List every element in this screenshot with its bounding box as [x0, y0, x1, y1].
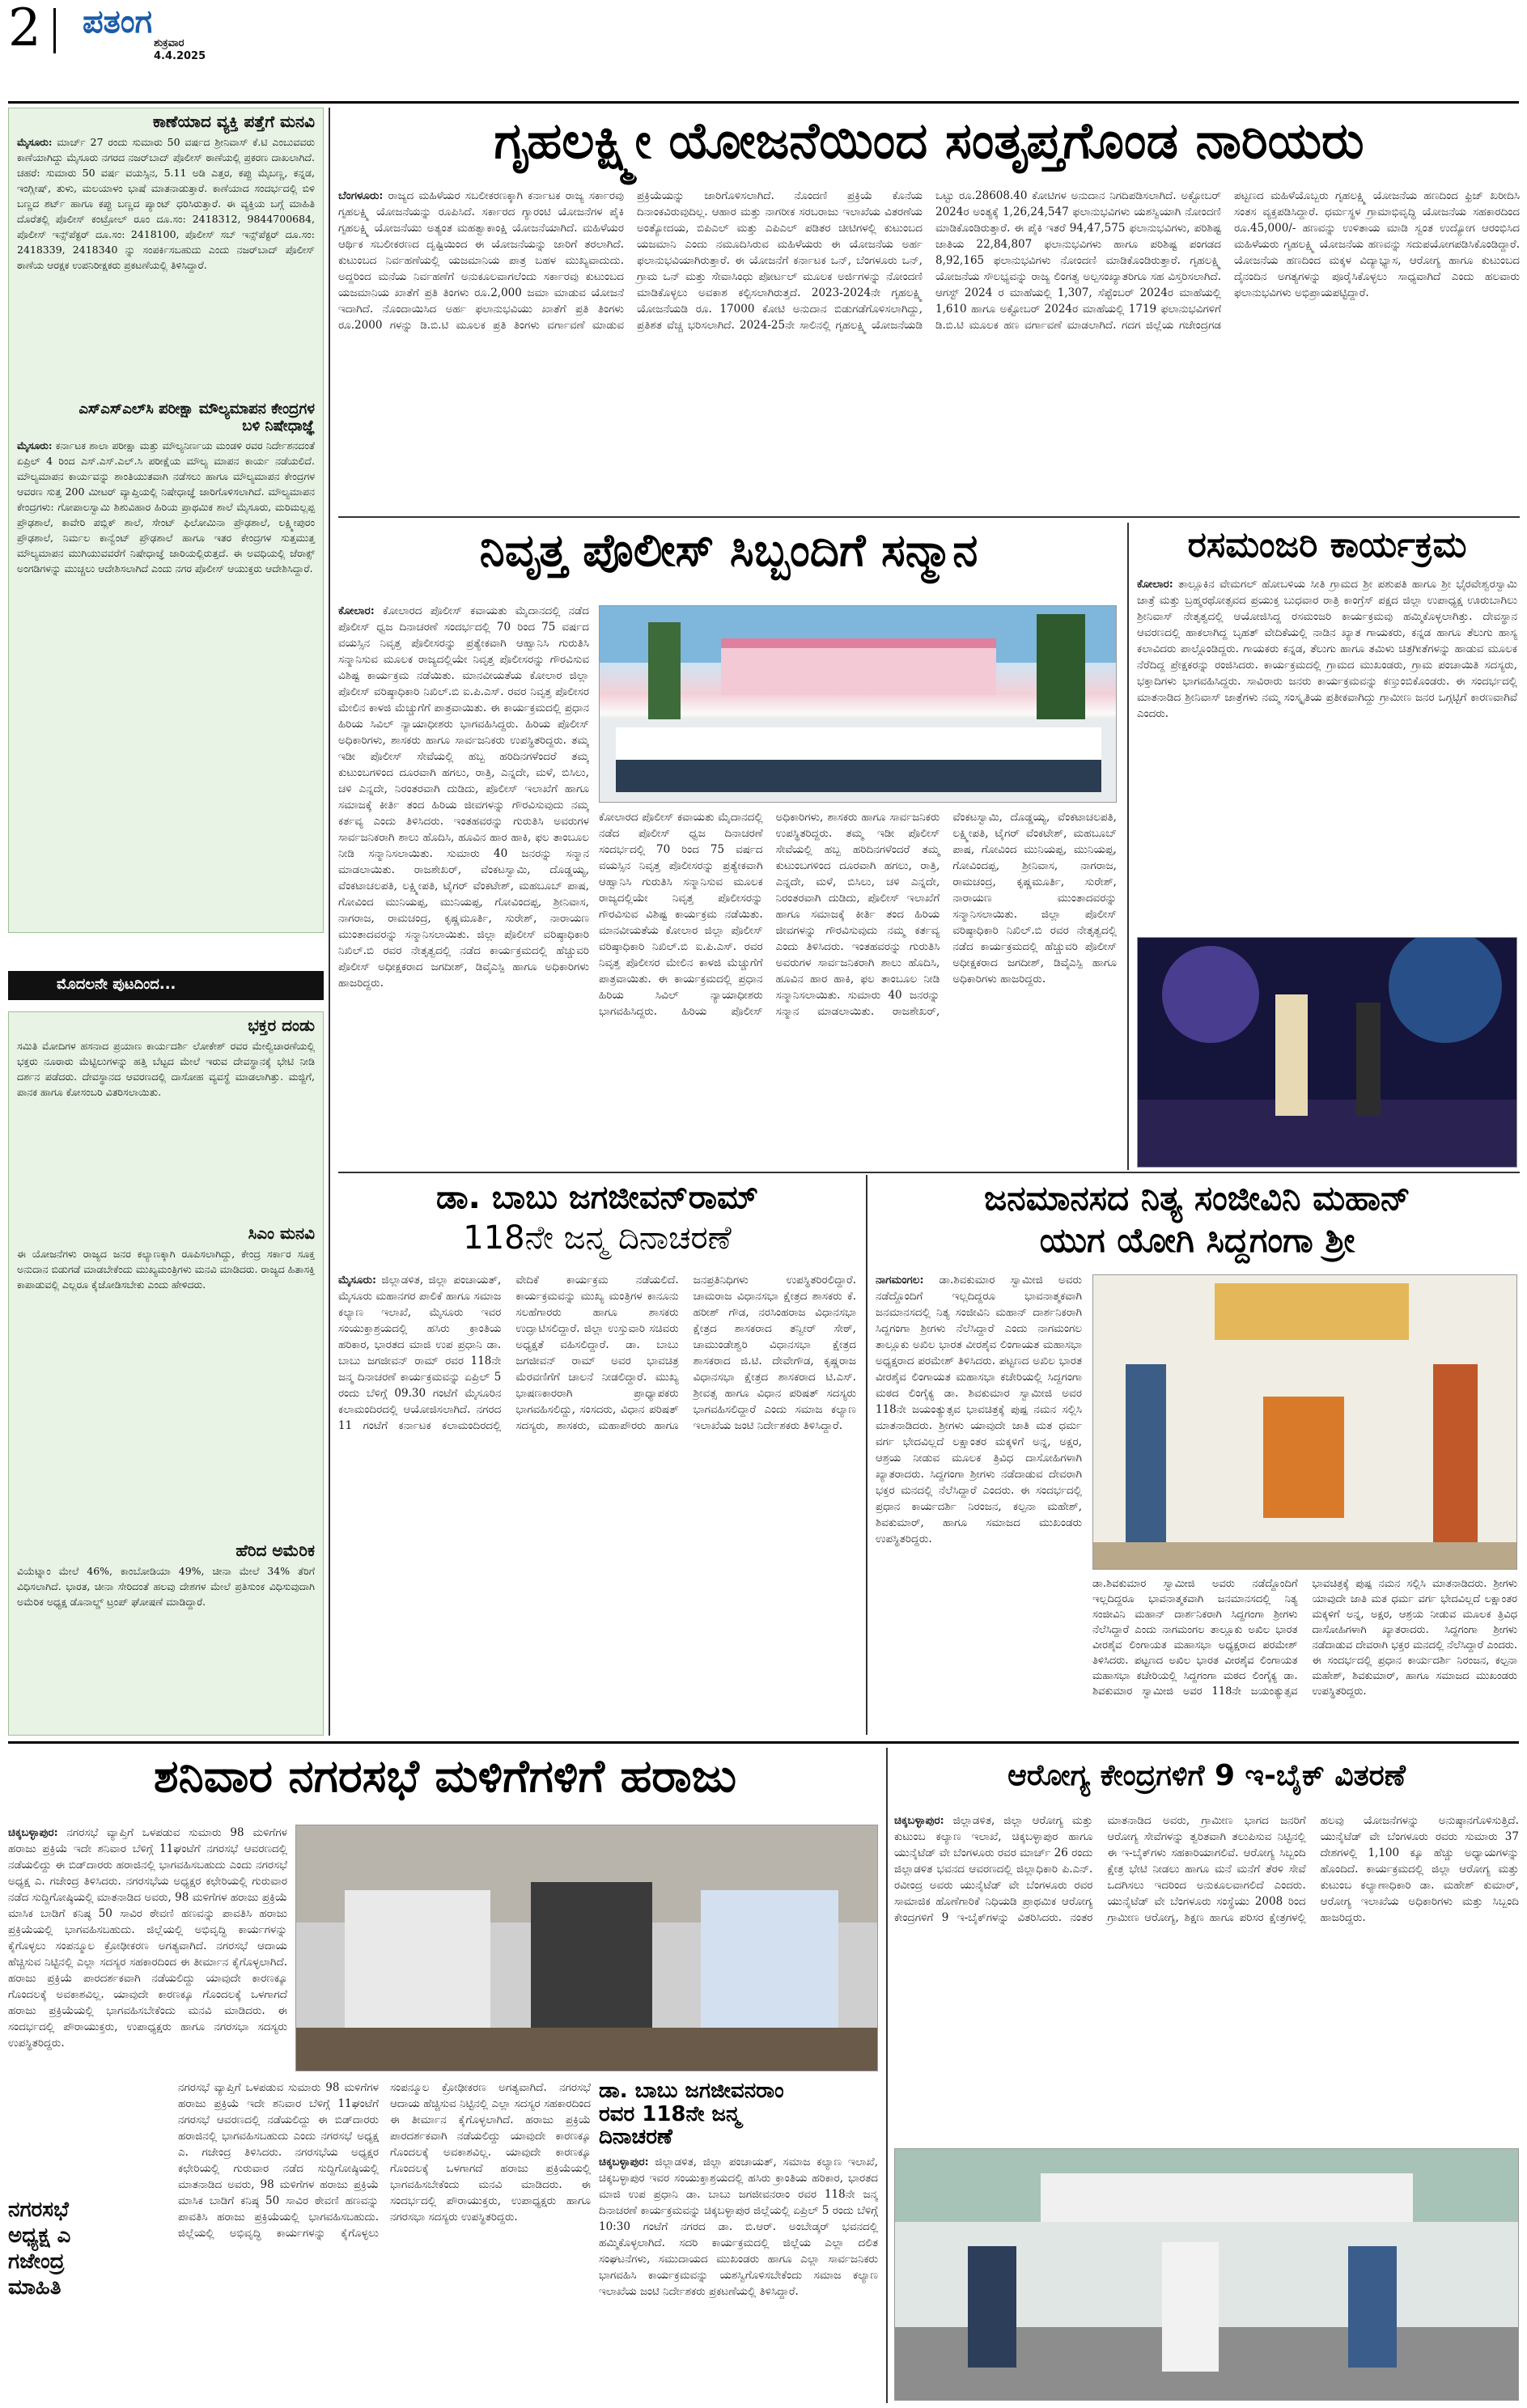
siddaganga-caption — [1092, 1576, 1517, 1733]
box-line-3: ಗಜೇಂದ್ರ — [8, 2249, 65, 2274]
sidebar-story-sslc — [9, 438, 323, 891]
story-text: ಕರ್ನಾಟಕ ಶಾಲಾ ಪರೀಕ್ಷಾ ಮತ್ತು ಮೌಲ್ಯನಿರ್ಣಯ ಮಂಡಳಿ ರವರ ನಿರ್ದೇಶನದಂತೆ ಏಪ್ರಿಲ್ 4 ರಿಂದ ಎಸ್.ಎಸ್.ಎಲ್.ಸಿ ಪರೀಕ್ಷೆಯ ಮೌಲ್ಯ ಮಾಪನ ಕಾರ್ಯ ನಡೆಯಲಿದೆ. ಮೌಲ್ಯಮಾಪನ ಕಾರ್ಯವನ್ನು ಶಾಂತಿಯುತವಾಗಿ ನಡೆಸಲು ಹಾಗೂ ಮೌಲ್ಯಮಾಪನ ಕೇಂದ್ರಗಳ ಆವರಣ ಸುತ್ತ 200 ಮೀಟರ್ ವ್ಯಾಪ್ತಿಯಲ್ಲಿ ನಿಷೇಧಾಜ್ಞೆ ಜಾರಿಗೊಳಿಸಲಾಗಿದೆ. ಮೌಲ್ಯಮಾಪನ ಕೇಂದ್ರಗಳು: ಗೋಪಾಲಸ್ವಾಮಿ ಶಿಶುವಿಹಾರ ಹಿರಿಯ ಪ್ರಾಥಮಿಕ ಶಾಲೆ ಮೈಸೂರು, ಮರಿಮಲ್ಲಪ್ಪ ಪ್ರೌಢಶಾಲೆ, ಕಾವೇರಿ ಪಬ್ಲಿಕ್ ಶಾಲೆ, ಸೇಂಟ್ ಫಿಲೋಮಿನಾ ಪ್ರೌಢಶಾಲೆ, ಲಕ್ಷ್ಮೀಪುರಂ ಪ್ರೌಢಶಾಲೆ, ನಿರ್ಮಲ ಕಾನ್ವೆಂಟ್ ಪ್ರೌಢಶಾಲೆ ಹಾಗೂ ಇತರ ಕೇಂದ್ರಗಳ ಸುತ್ತಮುತ್ತ ಮೌಲ್ಯಮಾಪನ ಮುಗಿಯುವವರೆಗೆ ನಿಷೇಧಾಜ್ಞೆ ಜಾರಿಯಲ್ಲಿರುತ್ತದೆ. ಈ ಅವಧಿಯಲ್ಲಿ ಜೆರಾಕ್ಸ್ ಅಂಗಡಿಗಳನ್ನು ಮುಚ್ಚಲು ಆದೇಶಿಸಲಾಗಿದೆ ಎಂದು ನಗರ ಪೊಲೀಸ್ ಆಯುಕ್ತರು ಆದೇಶಿಸಿದ್ದಾರೆ. — [17, 439, 315, 574]
story-text: ಮಾರ್ಚ್ 27 ರಂದು ಸುಮಾರು 50 ವರ್ಷದ ಶ್ರೀನಿವಾಸ್ ಕೆ.ಟಿ ಎಂಬುವವರು ಕಾಣೆಯಾಗಿದ್ದು ಮೈಸೂರು ನಗರದ ನಜರ್‌ಬಾದ್ ಪೊಲೀಸ್ ಠಾಣೆಯಲ್ಲಿ ಪ್ರಕರಣ ದಾಖಲಾಗಿದೆ. ಚಹರೆ: ಸುಮಾರು 50 ವರ್ಷ ವಯಸ್ಸಿನ, 5.11 ಅಡಿ ಎತ್ತರ, ಕಪ್ಪು ಮೈಬಣ್ಣ, ಕನ್ನಡ, ಇಂಗ್ಲೀಷ್, ತುಳು, ಮಲಯಾಳಂ ಭಾಷೆ ಮಾತನಾಡುತ್ತಾರೆ. ಕಾಣೆಯಾದ ಸಂದರ್ಭದಲ್ಲಿ ಬಿಳಿ ಬಣ್ಣದ ಶರ್ಟ್ ಹಾಗೂ ಕಪ್ಪು ಬಣ್ಣದ ಪ್ಯಾಂಟ್ ಧರಿಸಿರುತ್ತಾರೆ. ಈ ವ್ಯಕ್ತಿಯ ಬಗ್ಗೆ ಮಾಹಿತಿ ದೊರೆತಲ್ಲಿ ಪೊಲೀಸ್ ಕಂಟ್ರೋಲ್ ರೂಂ ದೂ.ಸಂ: 2418312, 9844700684, ಪೊಲೀಸ್ ಇನ್ಸ್‌ಪೆಕ್ಟರ್ ದೂ.ಸಂ: 2418100, ಪೊಲೀಸ್ ಸಬ್ ಇನ್ಸ್‌ಪೆಕ್ಟರ್ ದೂ.ಸಂ: 2418339, 2418340 ನ್ನು ಸಂಪರ್ಕಿಸಬಹುದು ಎಂದು ನಜರ್‌ಬಾದ್ ಪೊಲೀಸ್ ಠಾಣೆಯ ಆರಕ್ಷಕ ಉಪನಿರೀಕ್ಷಕರು ಪ್ರಕಟಣೆಯಲ್ಲಿ ತಿಳಿಸಿದ್ದಾರೆ. — [17, 136, 315, 271]
story-text: ಜಿಲ್ಲಾಡಳಿತ, ಜಿಲ್ಲಾ ಆರೋಗ್ಯ ಮತ್ತು ಕುಟುಂಬ ಕಲ್ಯಾಣ ಇಲಾಖೆ, ಚಿಕ್ಕಬಳ್ಳಾಪುರ ಹಾಗೂ ಯುನೈಟೆಡ್ ವೇ ಬೆಂಗಳೂರು ರವರ ಮಾರ್ಚ್ 26 ರಂದು ಜಿಲ್ಲಾಡಳಿತ ಭವನದ ಆವರಣದಲ್ಲಿ ಜಿಲ್ಲಾಧಿಕಾರಿ ಪಿ.ಎನ್. ರವೀಂದ್ರ ಅವರು ಯುನೈಟೆಡ್ ವೇ ಬೆಂಗಳೂರು ರವರ ಸಾಮಾಜಿಕ ಹೊಣೆಗಾರಿಕೆ ನಿಧಿಯಡಿ ಪ್ರಾಥಮಿಕ ಆರೋಗ್ಯ ಕೇಂದ್ರಗಳಿಗೆ 9 ಇ-ಬೈಕ್‌ಗಳನ್ನು ವಿತರಿಸಿದರು. ನಂತರ ಮಾತನಾಡಿದ ಅವರು, ಗ್ರಾಮೀಣ ಭಾಗದ ಜನರಿಗೆ ಆರೋಗ್ಯ ಸೇವೆಗಳನ್ನು ತ್ವರಿತವಾಗಿ ತಲುಪಿಸುವ ನಿಟ್ಟಿನಲ್ಲಿ ಈ ಇ-ಬೈಕ್‌ಗಳು ಸಹಕಾರಿಯಾಗಲಿವೆ. ಆರೋಗ್ಯ ಸಿಬ್ಬಂದಿ ಕ್ಷೇತ್ರ ಭೇಟಿ ನೀಡಲು ಹಾಗೂ ಮನೆ ಮನೆಗೆ ತೆರಳಿ ಸೇವೆ ಒದಗಿಸಲು ಇದರಿಂದ ಅನುಕೂಲವಾಗಲಿದೆ ಎಂದರು. ಯುನೈಟೆಡ್ ವೇ ಬೆಂಗಳೂರು ಸಂಸ್ಥೆಯು 2008 ರಿಂದ ಗ್ರಾಮೀಣ ಆರೋಗ್ಯ, ಶಿಕ್ಷಣ ಹಾಗೂ ಪರಿಸರ ಕ್ಷೇತ್ರಗಳಲ್ಲಿ ಹಲವು ಯೋಜನೆಗಳನ್ನು ಅನುಷ್ಠಾನಗೊಳಿಸುತ್ತಿದೆ. ಯುನೈಟೆಡ್ ವೇ ಬೆಂಗಳೂರು ರವರು ಸುಮಾರು 37 ದೇಶಗಳಲ್ಲಿ 1,100 ಕ್ಕೂ ಹೆಚ್ಚು ಅಧ್ಯಾಯಗಳನ್ನು ಹೊಂದಿದೆ. ಕಾರ್ಯಕ್ರಮದಲ್ಲಿ ಜಿಲ್ಲಾ ಆರೋಗ್ಯ ಮತ್ತು ಕುಟುಂಬ ಕಲ್ಯಾಣಾಧಿಕಾರಿ ಡಾ. ಮಹೇಶ್ ಕುಮಾರ್, ಆರೋಗ್ಯ ಇಲಾಖೆಯ ಅಧಿಕಾರಿಗಳು ಮತ್ತು ಸಿಬ್ಬಂದಿ ಹಾಜರಿದ್ದರು. — [894, 1814, 1519, 1924]
babu-small-box — [599, 2079, 878, 2403]
sidebar-headline-cm: ಸಿಎಂ ಮನವಿ — [248, 1223, 315, 1243]
sidebar-story-devotees: ಸಮಿತಿ ಮೋದಿಗಳ ಹಸನಾದ ಪ್ರಯಾಣ ಕಾರ್ಯದರ್ಶಿ ಲೋಕೇಶ್ ರವರ ಮೇಲ್ವಿಚಾರಣೆಯಲ್ಲಿ ಭಕ್ತರು ನೂರಾರು ಮೆಟ್ಟಿಲುಗಳನ್ನು ಹತ್ತಿ ಬೆಟ್ಟದ ಮೇಲೆ ಇರುವ ದೇವಸ್ಥಾನಕ್ಕೆ ಭೇಟಿ ನೀಡಿ ದರ್ಶನ ಪಡೆದರು. ದೇವಸ್ಥಾನದ ಆವರಣದಲ್ಲಿ ದಾಸೋಹ ವ್ಯವಸ್ಥೆ ಮಾಡಲಾಗಿತ್ತು. ಮಜ್ಜಿಗೆ, ಪಾನಕ ಹಾಗೂ ಕೋಸಂಬರಿ ವಿತರಿಸಲಾಯಿತು. — [17, 1040, 315, 1098]
arogya-left-rule — [886, 1748, 888, 2403]
siddaganga-photo-art — [1093, 1275, 1517, 1570]
masthead — [8, 0, 308, 62]
lower-rule — [8, 1741, 1519, 1744]
story-text: ಕೋಲಾರದ ಪೊಲೀಸ್ ಕವಾಯತು ಮೈದಾನದಲ್ಲಿ ನಡೆದ ಪೊಲೀಸ್ ಧ್ವಜ ದಿನಾಚರಣೆ ಸಂದರ್ಭದಲ್ಲಿ 70 ರಿಂದ 75 ವರ್ಷದ ವಯಸ್ಸಿನ ನಿವೃತ್ತ ಪೊಲೀಸರನ್ನು ಪ್ರತ್ಯೇಕವಾಗಿ ಆಹ್ವಾನಿಸಿ ಗುರುತಿಸಿ ಸನ್ಮಾನಿಸುವ ಮೂಲಕ ರಾಜ್ಯದಲ್ಲಿಯೇ ನಿವೃತ್ತ ಪೊಲೀಸರನ್ನು ಗೌರವಿಸುವ ವಿಶಿಷ್ಟ ಕಾರ್ಯಕ್ರಮ ನಡೆಯಿತು. ಮಾನವೀಯತೆಯ ಕೋಲಾರ ಜಿಲ್ಲಾ ಪೊಲೀಸ್ ವರಿಷ್ಠಾಧಿಕಾರಿ ನಿಖಿಲ್.ಬಿ ಐ.ಪಿ.ಎಸ್. ರವರ ನಿವೃತ್ತ ಪೊಲೀಸರ ಮೇಲಿನ ಕಾಳಜಿ ಮೆಚ್ಚುಗೆಗೆ ಪಾತ್ರವಾಯಿತು. ಈ ಕಾರ್ಯಕ್ರಮದಲ್ಲಿ ಪ್ರಧಾನ ಹಿರಿಯ ಸಿವಿಲ್ ನ್ಯಾಯಾಧೀಶರು ಭಾಗವಹಿಸಿದ್ದರು. ಹಿರಿಯ ಪೊಲೀಸ್ ಅಧಿಕಾರಿಗಳು, ಶಾಸಕರು ಹಾಗೂ ಸಾರ್ವಜನಿಕರು ಉಪಸ್ಥಿತರಿದ್ದರು. ತಮ್ಮ ಇಡೀ ಪೊಲೀಸ್ ಸೇವೆಯಲ್ಲಿ ಹಬ್ಬ ಹರಿದಿನಗಳೆಂದರೆ ತಮ್ಮ ಕುಟುಂಬಗಳಿಂದ ದೂರವಾಗಿ ಹಗಲು, ರಾತ್ರಿ, ಎನ್ನದೇ, ಮಳೆ, ಬಿಸಿಲು, ಚಳಿ ಎನ್ನದೇ, ನಿರಂತರವಾಗಿ ದುಡಿದು, ಪೊಲೀಸ್ ಇಲಾಖೆಗೆ ಹಾಗೂ ಸಮಾಜಕ್ಕೆ ಕೀರ್ತಿ ತಂದ ಹಿರಿಯ ಜೀವಗಳನ್ನು ಗೌರವಿಸುವುದು ನಮ್ಮ ಕರ್ತವ್ಯ ಎಂದು ತಿಳಿಸಿದರು. ಇಂತಹವರನ್ನು ಗುರುತಿಸಿ ಅವರುಗಳ ಸಾರ್ವಜನಿಕರಾಗಿ ಶಾಲು ಹೊದಿಸಿ, ಹೂವಿನ ಹಾರ ಹಾಕಿ, ಫಲ ತಾಂಬೂಲ ನೀಡಿ ಸನ್ಮಾನಿಸಲಾಯಿತು. ಸುಮಾರು 40 ಜನರನ್ನು ಸನ್ಮಾನ ಮಾಡಲಾಯಿತು. ರಾಜಶೇಖರ್, ವೆಂಕಟಸ್ವಾಮಿ, ದೊಡ್ಡಯ್ಯ, ವೆಂಕಟಾಚಲಪತಿ, ಲಕ್ಷ್ಮೀಪತಿ, ಟೈಗರ್ ವೆಂಕಟೇಶ್, ಮಹಬೂಬ್ ಪಾಷ, ಗೋವಿಂದ ಮುನಿಯಪ್ಪ, ಮುನಿಯಪ್ಪ, ಗೋವಿಂದಪ್ಪ, ಶ್ರೀನಿವಾಸ, ನಾಗರಾಜ, ರಾಮಚಂದ್ರ, ಕೃಷ್ಣಮೂರ್ತಿ, ಸುರೇಶ್, ನಾರಾಯಣ ಮುಂತಾದವರನ್ನು ಸನ್ಮಾನಿಸಲಾಯಿತು. ಜಿಲ್ಲಾ ಪೊಲೀಸ್ ವರಿಷ್ಠಾಧಿಕಾರಿ ನಿಖಿಲ್.ಬಿ ರವರ ನೇತೃತ್ವದಲ್ಲಿ ನಡೆದ ಕಾರ್ಯಕ್ರಮದಲ್ಲಿ ಹೆಚ್ಚುವರಿ ಪೊಲೀಸ್ ಅಧೀಕ್ಷಕರಾದ ಜಗದೀಶ್, ಡಿವೈಎಸ್ಪಿ ಹಾಗೂ ಅಧಿಕಾರಿಗಳು ಹಾಜರಿದ್ದರು. — [599, 811, 1117, 1018]
police-story-cols — [599, 809, 1117, 1169]
dateline: ಕೋಲಾರ: — [1137, 578, 1173, 591]
rasamanjari-headline: ರಸಮಂಜರಿ ಕಾರ್ಯಕ್ರಮ — [1187, 524, 1467, 566]
shanivara-photo-art — [296, 1825, 878, 2071]
paper-name: ಪತಂಗ — [83, 3, 153, 40]
sidebar-headline-devotees: ಭಕ್ತರ ದಂಡು — [248, 1015, 315, 1035]
babu-small-headline-2: ರವರ 118ನೇ ಜನ್ಮ — [599, 2101, 741, 2126]
dateline: ನಾಗಮಂಗಲ: — [876, 1274, 924, 1287]
dateline: ಚಿಕ್ಕಬಳ್ಳಾಪುರ: — [8, 1826, 58, 1839]
dateline: ಚಿಕ್ಕಬಳ್ಳಾಪುರ: — [894, 1814, 944, 1827]
babu-small-headline-3: ದಿನಾಚರಣೆ — [599, 2125, 672, 2150]
arogya-photo-art — [895, 2149, 1519, 2401]
sidebar-headline-sslc: ಎಸ್‌ಎಸ್‌ಎಲ್‌ಸಿ ಪರೀಕ್ಷಾ ಮೌಲ್ಯಮಾಪನ ಕೇಂದ್ರಗಳ ಬಳಿ ನಿಷೇಧಾಜ್ಞೆ — [78, 401, 315, 435]
siddaganga-story-col1 — [876, 1272, 1082, 1733]
story-text: ತಾಲ್ಲೂಕಿನ ವೇಮಗಲ್ ಹೋಬಳಿಯ ಸೀತಿ ಗ್ರಾಮದ ಶ್ರೀ ಪಶುಪತಿ ಹಾಗೂ ಶ್ರೀ ಭೈರವೇಶ್ವರಸ್ವಾಮಿ ಜಾತ್ರೆ ಮತ್ತು ಬ್ರಹ್ಮರಥೋತ್ಸವದ ಪ್ರಯುಕ್ತ ಬುಧವಾರ ರಾತ್ರಿ ಕಾಂಗ್ರೆಸ್ ಪಕ್ಷದ ಜಿಲ್ಲಾ ಉಪಾಧ್ಯಕ್ಷ ಊರುಬಾಗಿಲು ಶ್ರೀನಿವಾಸ್ ನೇತೃತ್ವದಲ್ಲಿ ಆಯೋಜಿಸಿದ್ದ ರಸಮಂಜರಿ ಕಾರ್ಯಕ್ರಮವು ಹಮ್ಮಿಕೊಳ್ಳಲಾಗಿತ್ತು. ದೇವಸ್ಥಾನ ಆವರಣದಲ್ಲಿ ಹಾಕಲಾಗಿದ್ದ ಬೃಹತ್ ವೇದಿಕೆಯಲ್ಲಿ ನಾಡಿನ ಖ್ಯಾತ ಗಾಯಕರು, ಕನ್ನಡ ಹಾಗೂ ತೆಲುಗು ಹಾಸ್ಯ ಕಲಾವಿದರು ಪಾಲ್ಗೊಂಡಿದ್ದರು. ಗಾಯಕರು ಕನ್ನಡ, ತೆಲುಗು ಹಾಗೂ ತಮಿಳು ಚಿತ್ರಗೀತೆಗಳನ್ನು ಹಾಡುವ ಮೂಲಕ ನೆರೆದಿದ್ದ ಪ್ರೇಕ್ಷಕರನ್ನು ರಂಜಿಸಿದರು. ಕಾರ್ಯಕ್ರಮದಲ್ಲಿ ಗ್ರಾಮದ ಮುಖಂಡರು, ಗ್ರಾಮ ಪಂಚಾಯಿತಿ ಸದಸ್ಯರು, ಭಕ್ತಾದಿಗಳು ಭಾಗವಹಿಸಿದ್ದರು. ಸಾವಿರಾರು ಜನರು ಕಾರ್ಯಕ್ರಮವನ್ನು ಕಣ್ತುಂಬಿಕೊಂಡರು. ಈ ಸಂದರ್ಭದಲ್ಲಿ ಮಾತನಾಡಿದ ಶ್ರೀನಿವಾಸ್ ಜಾತ್ರೆಗಳು ನಮ್ಮ ಸಂಸ್ಕೃತಿಯ ಪ್ರತೀಕವಾಗಿದ್ದು ಗ್ರಾಮೀಣ ಜನರ ಒಗ್ಗಟ್ಟಿಗೆ ಕಾರಣವಾಗಿವೆ ಎಂದರು. — [1137, 578, 1517, 720]
police-headline: ನಿವೃತ್ತ ಪೊಲೀಸ್ ಸಿಬ್ಬಂದಿಗೆ ಸನ್ಮಾನ — [479, 524, 978, 577]
babu-small-story — [599, 2154, 878, 2389]
box-line-4: ಮಾಹಿತಿ — [8, 2275, 62, 2300]
story-text: ಜಿಲ್ಲಾಡಳಿತ, ಜಿಲ್ಲಾ ಪಂಚಾಯತ್, ಸಮಾಜ ಕಲ್ಯಾಣ ಇಲಾಖೆ, ಚಿಕ್ಕಬಳ್ಳಾಪುರ ಇವರ ಸಂಯುಕ್ತಾಶ್ರಯದಲ್ಲಿ ಹಸಿರು ಕ್ರಾಂತಿಯ ಹರಿಕಾರ, ಭಾರತದ ಮಾಜಿ ಉಪ ಪ್ರಧಾನಿ ಡಾ. ಬಾಬು ಜಗಜೀವನರಾಂ ರವರ 118ನೇ ಜನ್ಮ ದಿನಾಚರಣೆ ಕಾರ್ಯಕ್ರಮವನ್ನು ಚಿಕ್ಕಬಳ್ಳಾಪುರ ಜಿಲ್ಲೆಯಲ್ಲಿ ಏಪ್ರಿಲ್ 5 ರಂದು ಬೆಳಿಗ್ಗೆ 10:30 ಗಂಟೆಗೆ ನಗರದ ಡಾ. ಬಿ.ಆರ್. ಅಂಬೇಡ್ಕರ್ ಭವನದಲ್ಲಿ ಹಮ್ಮಿಕೊಳ್ಳಲಾಗಿದೆ. ಸದರಿ ಕಾರ್ಯಕ್ರಮದಲ್ಲಿ ಜಿಲ್ಲೆಯ ಎಲ್ಲಾ ದಲಿತ ಸಂಘಟನೆಗಳು, ಸಮುದಾಯದ ಮುಖಂಡರು ಹಾಗೂ ಎಲ್ಲಾ ಸಾರ್ವಜನಿಕರು ಭಾಗವಹಿಸಿ ಕಾರ್ಯಕ್ರಮವನ್ನು ಯಶಸ್ವಿಗೊಳಿಸಬೇಕೆಂದು ಸಮಾಜ ಕಲ್ಯಾಣ ಇಲಾಖೆಯ ಜಂಟಿ ನಿರ್ದೇಶಕರು ಪ್ರಕಟಣೆಯಲ್ಲಿ ತಿಳಿಸಿದ್ದಾರೆ. — [599, 2155, 878, 2298]
left-sidebar-lower — [8, 1011, 324, 1736]
dateline: ಬೆಂಗಳೂರು: — [338, 189, 384, 202]
rasamanjari-photo-art — [1138, 938, 1517, 1168]
middle-rule — [338, 1172, 1520, 1173]
shanivara-story-lower — [178, 2079, 591, 2403]
arogya-headline: ಆರೋಗ್ಯ ಕೇಂದ್ರಗಳಿಗೆ 9 ಇ-ಬೈಕ್ ವಿತರಣೆ — [1007, 1759, 1406, 1792]
shanivara-photo — [295, 1825, 878, 2071]
story-text: ರಾಜ್ಯದ ಮಹಿಳೆಯರ ಸಬಲೀಕರಣಕ್ಕಾಗಿ ಕರ್ನಾಟಕ ರಾಜ್ಯ ಸರ್ಕಾರವು ಗೃಹಲಕ್ಷ್ಮಿ ಯೋಜನೆಯನ್ನು ರೂಪಿಸಿದೆ. ಸರ್ಕಾರದ ಗ್ಯಾರಂಟಿ ಯೋಜನೆಗಳ ಪೈಕಿ ಗೃಹಲಕ್ಷ್ಮಿ ಯೋಜನೆಯು ಅತ್ಯಂತ ಮಹತ್ವಾಕಾಂಕ್ಷಿ ಯೋಜನೆಯಾಗಿದೆ. ಮಹಿಳೆಯರ ಆರ್ಥಿಕ ಸಬಲೀಕರಣದ ದೃಷ್ಟಿಯಿಂದ ಈ ಯೋಜನೆಯನ್ನು ಜಾರಿಗೆ ತರಲಾಗಿದೆ. ಕುಟುಂಬದ ನಿರ್ವಹಣೆಯಲ್ಲಿ ಯಜಮಾನಿಯ ಪಾತ್ರ ಬಹಳ ಮುಖ್ಯವಾದುದು. ಅದ್ದರಿಂದ ಮನೆಯ ನಿರ್ವಹಣೆಗೆ ಅನುಕೂಲವಾಗಲೆಂದು ಸರ್ಕಾರವು ಕುಟುಂಬದ ಯಜಮಾನಿಯ ಖಾತೆಗೆ ಪ್ರತಿ ತಿಂಗಳು ರೂ.2,000 ಜಮಾ ಮಾಡುವ ಯೋಜನೆ ಇದಾಗಿದೆ. ನೊಂದಾಯಿಸಿದ ಅರ್ಹ ಫಲಾನುಭವಿಯು ಖಾತೆಗೆ ಪ್ರತಿ ತಿಂಗಳು ರೂ.2000 ಗಳನ್ನು ಡಿ.ಬಿ.ಟಿ ಮೂಲಕ ಪ್ರತಿ ತಿಂಗಳು ವರ್ಗಾವಣೆ ಮಾಡುವ ಪ್ರಕ್ರಿಯೆಯನ್ನು ಜಾರಿಗೊಳಿಸಲಾಗಿದೆ. ನೊಂದಣಿ ಪ್ರಕ್ರಿಯೆ ಕೊನೆಯ ದಿನಾಂಕವಿರುವುದಿಲ್ಲ. ಆಹಾರ ಮತ್ತು ನಾಗರೀಕ ಸರಬರಾಜು ಇಲಾಖೆಯ ವಿತರಣೆಯ ಅಂತ್ಯೋದಯ, ಬಿಪಿಎಲ್ ಮತ್ತು ಎಪಿಎಲ್ ಪಡಿತರ ಚೀಟಿಗಳಲ್ಲಿ ಕುಟುಂಬದ ಯಜಮಾನಿ ಎಂದು ನಮೂದಿಸಿರುವ ಮಹಿಳೆಯರು ಈ ಯೋಜನೆಯ ಅರ್ಹ ಫಲಾನುಭವಿಯಾಗಿರುತ್ತಾರೆ. ಈ ಯೋಜನೆಗೆ ಕರ್ನಾಟಕ ಒನ್, ಬೆಂಗಳೂರು ಒನ್, ಗ್ರಾಮ ಒನ್ ಮತ್ತು ಸೇವಾಸಿಂಧು ಪೋರ್ಟಲ್ ಮೂಲಕ ಅರ್ಜಿಗಳನ್ನು ನೋಂದಣಿ ಮಾಡಿಕೊಳ್ಳಲು ಅವಕಾಶ ಕಲ್ಪಿಸಲಾಗಿರುತ್ತದೆ. 2023-2024ನೇ ಗೃಹಲಕ್ಷ್ಮಿ ಯೋಜನೆಯಡಿ ರೂ. 17000 ಕೋಟಿ ಅನುದಾನ ಬಿಡುಗಡೆಗೊಳಿಸಲಾಗಿದ್ದು, ಪ್ರತಿಶತ ವೆಚ್ಚ ಭರಿಸಲಾಗಿದೆ. 2024-25ನೇ ಸಾಲಿನಲ್ಲಿ ಗೃಹಲಕ್ಷ್ಮಿ ಯೋಜನೆಯಡಿ ಒಟ್ಟು ರೂ.28608.40 ಕೋಟಿಗಳ ಅನುದಾನ ನಿಗದಿಪಡಿಸಲಾಗಿದೆ. ಅಕ್ಟೋಬರ್ 2024ರ ಅಂತ್ಯಕ್ಕೆ 1,26,24,547 ಫಲಾನುಭವಿಗಳು ಯಶಸ್ವಿಯಾಗಿ ನೋಂದಣಿ ಮಾಡಿಕೊಂಡಿರುತ್ತಾರೆ. ಈ ಪೈಕಿ ಇತರೆ 94,47,575 ಫಲಾನುಭವಿಗಳು, ಪರಿಶಿಷ್ಟ ಜಾತಿಯ 22,84,807 ಫಲಾನುಭವಿಗಳು ಹಾಗೂ ಪರಿಶಿಷ್ಟ ಪಂಗಡದ 8,92,165 ಫಲಾನುಭವಿಗಳು ನೋಂದಣಿ ಮಾಡಿಕೊಂಡಿರುತ್ತಾರೆ. ಗೃಹಲಕ್ಷ್ಮಿ ಯೋಜನೆಯ ಸೌಲಭ್ಯವನ್ನು ರಾಜ್ಯ ಲಿಂಗತ್ವ ಅಲ್ಪಸಂಖ್ಯಾತರಿಗೂ ಸಹ ವಿಸ್ತರಿಸಲಾಗಿದೆ. ಆಗಸ್ಟ್ 2024 ರ ಮಾಹೆಯಲ್ಲಿ 1,307, ಸೆಪ್ಟೆಂಬರ್ 2024ರ ಮಾಹೆಯಲ್ಲಿ 1,610 ಹಾಗೂ ಅಕ್ಟೋಬರ್ 2024ರ ಮಾಹೆಯಲ್ಲಿ 1719 ಫಲಾನುಭವಿಗಳಿಗೆ ಡಿ.ಬಿ.ಟಿ ಮೂಲಕ ಹಣ ವರ್ಗಾವಣೆ ಮಾಡಲಾಗಿದೆ. ಗದಗ ಜಿಲ್ಲೆಯ ಗಜೇಂದ್ರಗಡ ಪಟ್ಟಣದ ಮಹಿಳೆಯೊಬ್ಬರು ಗೃಹಲಕ್ಷ್ಮಿ ಯೋಜನೆಯ ಹಣದಿಂದ ಫ್ರಿಜ್ ಖರೀದಿಸಿ ಸಂತಸ ವ್ಯಕ್ತಪಡಿಸಿದ್ದಾರೆ. ಧರ್ಮಸ್ಥಳ ಗ್ರಾಮಾಭಿವೃದ್ಧಿ ಯೋಜನೆಯ ಸಹಕಾರದಿಂದ ರೂ.45,000/- ಹಣವನ್ನು ಉಳಿತಾಯ ಮಾಡಿ ಸ್ವಂತ ಉದ್ಯೋಗ ಆರಂಭಿಸಿದ ಮಹಿಳೆಯರು ಗೃಹಲಕ್ಷ್ಮಿ ಯೋಜನೆಯ ಹಣವನ್ನು ಸದುಪಯೋಗಪಡಿಸಿಕೊಂಡಿದ್ದಾರೆ. ಯೋಜನೆಯ ಹಣದಿಂದ ಮಕ್ಕಳ ವಿದ್ಯಾಭ್ಯಾಸ, ಆರೋಗ್ಯ ಹಾಗೂ ಕುಟುಂಬದ ದೈನಂದಿನ ಅಗತ್ಯಗಳನ್ನು ಪೂರೈಸಿಕೊಳ್ಳಲು ಸಾಧ್ಯವಾಗಿದೆ ಎಂದು ಹಲವಾರು ಫಲಾನುಭವಿಗಳು ಅಭಿಪ್ರಾಯಪಟ್ಟಿದ್ದಾರೆ. — [338, 189, 1520, 332]
shanivara-headline: ಶನಿವಾರ ನಗರಸಭೆ ಮಳಿಗೆಗಳಿಗೆ ಹರಾಜು — [153, 1750, 737, 1803]
story-text: ನಗರಸಭೆ ವ್ಯಾಪ್ತಿಗೆ ಒಳಪಡುವ ಸುಮಾರು 98 ಮಳಿಗೆಗಳ ಹರಾಜು ಪ್ರಕ್ರಿಯೆ ಇದೇ ಶನಿವಾರ ಬೆಳಿಗ್ಗೆ 11ಘಂಟೆಗೆ ನಗರಸಭೆ ಆವರಣದಲ್ಲಿ ನಡೆಯಲಿದ್ದು ಈ ಬಿಡ್‌ದಾರರು ಹರಾಜಿನಲ್ಲಿ ಭಾಗವಹಿಸಬಹುದು ಎಂದು ನಗರಸಭೆ ಅಧ್ಯಕ್ಷ ಎ. ಗಜೇಂದ್ರ ತಿಳಿಸಿದರು. ನಗರಸಭೆಯ ಅಧ್ಯಕ್ಷರ ಕಛೇರಿಯಲ್ಲಿ ಗುರುವಾರ ನಡೆದ ಸುದ್ದಿಗೋಷ್ಠಿಯಲ್ಲಿ ಮಾತನಾಡಿದ ಅವರು, 98 ಮಳಿಗೆಗಳ ಹರಾಜು ಪ್ರಕ್ರಿಯೆ ಮಾಸಿಕ ಬಾಡಿಗೆ ಕನಿಷ್ಠ 50 ಸಾವಿರ ಠೇವಣಿ ಹಣವನ್ನು ಪಾವತಿಸಿ ಹರಾಜು ಪ್ರಕ್ರಿಯೆಯಲ್ಲಿ ಭಾಗವಹಿಸಬಹುದು. ಜಿಲ್ಲೆಯಲ್ಲಿ ಅಭಿವೃದ್ಧಿ ಕಾರ್ಯಗಳನ್ನು ಕೈಗೊಳ್ಳಲು ಸಂಪನ್ಮೂಲ ಕ್ರೋಢೀಕರಣ ಅಗತ್ಯವಾಗಿದೆ. ನಗರಸಭೆ ಆದಾಯ ಹೆಚ್ಚಿಸುವ ನಿಟ್ಟಿನಲ್ಲಿ ಎಲ್ಲಾ ಸದಸ್ಯರ ಸಹಕಾರದಿಂದ ಈ ತೀರ್ಮಾನ ಕೈಗೊಳ್ಳಲಾಗಿದೆ. ಹರಾಜು ಪ್ರಕ್ರಿಯೆ ಪಾರದರ್ಶಕವಾಗಿ ನಡೆಯಲಿದ್ದು ಯಾವುದೇ ಕಾರಣಕ್ಕೂ ಗೊಂದಲಕ್ಕೆ ಅವಕಾಶವಿಲ್ಲ. ಯಾವುದೇ ಕಾರಣಕ್ಕೂ ಗೊಂದಲಕ್ಕೆ ಒಳಗಾಗದೆ ಹರಾಜು ಪ್ರಕ್ರಿಯೆಯಲ್ಲಿ ಭಾಗವಹಿಸಬೇಕೆಂದು ಮನವಿ ಮಾಡಿದರು. ಈ ಸಂದರ್ಭದಲ್ಲಿ ಪೌರಾಯುಕ್ತರು, ಉಪಾಧ್ಯಕ್ಷರು ಹಾಗೂ ನಗರಸಭಾ ಸದಸ್ಯರು ಉಪಸ್ಥಿತರಿದ್ದರು. — [178, 2081, 591, 2240]
police-story-col1 — [338, 603, 589, 1169]
babu-headline-line2: 118ನೇ ಜನ್ಮ ದಿನಾಚರಣೆ — [463, 1219, 732, 1257]
babu-headline-line1: ಡಾ. ಬಾಬು ಜಗಜೀವನ್‌ರಾಮ್ — [436, 1179, 758, 1216]
story-text: ಕೋಲಾರದ ಪೊಲೀಸ್ ಕವಾಯತು ಮೈದಾನದಲ್ಲಿ ನಡೆದ ಪೊಲೀಸ್ ಧ್ವಜ ದಿನಾಚರಣೆ ಸಂದರ್ಭದಲ್ಲಿ 70 ರಿಂದ 75 ವರ್ಷದ ವಯಸ್ಸಿನ ನಿವೃತ್ತ ಪೊಲೀಸರನ್ನು ಪ್ರತ್ಯೇಕವಾಗಿ ಆಹ್ವಾನಿಸಿ ಗುರುತಿಸಿ ಸನ್ಮಾನಿಸುವ ಮೂಲಕ ರಾಜ್ಯದಲ್ಲಿಯೇ ನಿವೃತ್ತ ಪೊಲೀಸರನ್ನು ಗೌರವಿಸುವ ವಿಶಿಷ್ಟ ಕಾರ್ಯಕ್ರಮ ನಡೆಯಿತು. ಮಾನವೀಯತೆಯ ಕೋಲಾರ ಜಿಲ್ಲಾ ಪೊಲೀಸ್ ವರಿಷ್ಠಾಧಿಕಾರಿ ನಿಖಿಲ್.ಬಿ ಐ.ಪಿ.ಎಸ್. ರವರ ನಿವೃತ್ತ ಪೊಲೀಸರ ಮೇಲಿನ ಕಾಳಜಿ ಮೆಚ್ಚುಗೆಗೆ ಪಾತ್ರವಾಯಿತು. ಈ ಕಾರ್ಯಕ್ರಮದಲ್ಲಿ ಪ್ರಧಾನ ಹಿರಿಯ ಸಿವಿಲ್ ನ್ಯಾಯಾಧೀಶರು ಭಾಗವಹಿಸಿದ್ದರು. ಹಿರಿಯ ಪೊಲೀಸ್ ಅಧಿಕಾರಿಗಳು, ಶಾಸಕರು ಹಾಗೂ ಸಾರ್ವಜನಿಕರು ಉಪಸ್ಥಿತರಿದ್ದರು. ತಮ್ಮ ಇಡೀ ಪೊಲೀಸ್ ಸೇವೆಯಲ್ಲಿ ಹಬ್ಬ ಹರಿದಿನಗಳೆಂದರೆ ತಮ್ಮ ಕುಟುಂಬಗಳಿಂದ ದೂರವಾಗಿ ಹಗಲು, ರಾತ್ರಿ, ಎನ್ನದೇ, ಮಳೆ, ಬಿಸಿಲು, ಚಳಿ ಎನ್ನದೇ, ನಿರಂತರವಾಗಿ ದುಡಿದು, ಪೊಲೀಸ್ ಇಲಾಖೆಗೆ ಹಾಗೂ ಸಮಾಜಕ್ಕೆ ಕೀರ್ತಿ ತಂದ ಹಿರಿಯ ಜೀವಗಳನ್ನು ಗೌರವಿಸುವುದು ನಮ್ಮ ಕರ್ತವ್ಯ ಎಂದು ತಿಳಿಸಿದರು. ಇಂತಹವರನ್ನು ಗುರುತಿಸಿ ಅವರುಗಳ ಸಾರ್ವಜನಿಕರಾಗಿ ಶಾಲು ಹೊದಿಸಿ, ಹೂವಿನ ಹಾರ ಹಾಕಿ, ಫಲ ತಾಂಬೂಲ ನೀಡಿ ಸನ್ಮಾನಿಸಲಾಯಿತು. ಸುಮಾರು 40 ಜನರನ್ನು ಸನ್ಮಾನ ಮಾಡಲಾಯಿತು. ರಾಜಶೇಖರ್, ವೆಂಕಟಸ್ವಾಮಿ, ದೊಡ್ಡಯ್ಯ, ವೆಂಕಟಾಚಲಪತಿ, ಲಕ್ಷ್ಮೀಪತಿ, ಟೈಗರ್ ವೆಂಕಟೇಶ್, ಮಹಬೂಬ್ ಪಾಷ, ಗೋವಿಂದ ಮುನಿಯಪ್ಪ, ಮುನಿಯಪ್ಪ, ಗೋವಿಂದಪ್ಪ, ಶ್ರೀನಿವಾಸ, ನಾಗರಾಜ, ರಾಮಚಂದ್ರ, ಕೃಷ್ಣಮೂರ್ತಿ, ಸುರೇಶ್, ನಾರಾಯಣ ಮುಂತಾದವರನ್ನು ಸನ್ಮಾನಿಸಲಾಯಿತು. ಜಿಲ್ಲಾ ಪೊಲೀಸ್ ವರಿಷ್ಠಾಧಿಕಾರಿ ನಿಖಿಲ್.ಬಿ ರವರ ನೇತೃತ್ವದಲ್ಲಿ ನಡೆದ ಕಾರ್ಯಕ್ರಮದಲ್ಲಿ ಹೆಚ್ಚುವರಿ ಪೊಲೀಸ್ ಅಧೀಕ್ಷಕರಾದ ಜಗದೀಶ್, ಡಿವೈಎಸ್ಪಿ ಹಾಗೂ ಅಧಿಕಾರಿಗಳು ಹಾಜರಿದ್ದರು. — [338, 604, 589, 990]
police-photo-art — [600, 606, 1117, 803]
story-text: ಡಾ.ಶಿವಕುಮಾರ ಸ್ವಾಮೀಜಿ ಅವರು ನಡೆದ್ದೊಂದಿಗೆ ಇಲ್ಲದಿದ್ದರೂ ಭಾವನಾತ್ಮಕವಾಗಿ ಜನಮಾನಸದಲ್ಲಿ ನಿತ್ಯ ಸಂಜೀವಿನಿ ಮಹಾನ್ ದಾರ್ಶನಿಕರಾಗಿ ಸಿದ್ದಗಂಗಾ ಶ್ರೀಗಳು ನೆಲೆಸಿದ್ದಾರೆ ಎಂದು ನಾಗಮಂಗಲ ತಾಲ್ಲೂಕು ಅಖಿಲ ಭಾರತ ವೀರಶೈವ ಲಿಂಗಾಯತ ಮಹಾಸಭಾ ಅಧ್ಯಕ್ಷರಾದ ಪರಮೇಶ್ ತಿಳಿಸಿದರು. ಪಟ್ಟಣದ ಅಖಿಲ ಭಾರತ ವೀರಶೈವ ಲಿಂಗಾಯತ ಮಹಾಸಭಾ ಕಚೇರಿಯಲ್ಲಿ ಸಿದ್ದಗಂಗಾ ಮಠದ ಲಿಂಗೈಕ್ಯ ಡಾ. ಶಿವಕುಮಾರ ಸ್ವಾಮೀಜಿ ಅವರ 118ನೇ ಜಯಂತ್ಯುತ್ಸವ ಭಾವಚಿತ್ರಕ್ಕೆ ಪುಷ್ಪ ನಮನ ಸಲ್ಲಿಸಿ ಮಾತನಾಡಿದರು. ಶ್ರೀಗಳು ಯಾವುದೇ ಜಾತಿ ಮತ ಧರ್ಮ ವರ್ಗ ಭೇದವಿಲ್ಲದೆ ಲಕ್ಷಾಂತರ ಮಕ್ಕಳಿಗೆ ಅನ್ನ, ಅಕ್ಷರ, ಆಶ್ರಯ ನೀಡುವ ಮೂಲಕ ತ್ರಿವಿಧ ದಾಸೋಹಿಗಳಾಗಿ ಖ್ಯಾತರಾದರು. ಸಿದ್ದಗಂಗಾ ಶ್ರೀಗಳು ನಡೆದಾಡುವ ದೇವರಾಗಿ ಭಕ್ತರ ಮನದಲ್ಲಿ ನೆಲೆಸಿದ್ದಾರೆ ಎಂದರು. ಈ ಸಂದರ್ಭದಲ್ಲಿ ಪ್ರಧಾನ ಕಾರ್ಯದರ್ಶಿ ನಿರಂಜನ, ಕಲ್ಪನಾ ಮಹೇಶ್, ಶಿವಕುಮಾರ್, ಹಾಗೂ ಸಮಾಜದ ಮುಖಂಡರು ಉಪಸ್ಥಿತರಿದ್ದರು. — [1092, 1578, 1517, 1698]
rasamanjari-story — [1137, 576, 1517, 936]
box-line-2: ಅಧ್ಯಕ್ಷ ಎ — [8, 2224, 71, 2248]
arogya-story — [894, 1812, 1519, 2140]
nagarasabhe-box — [8, 2197, 170, 2317]
masthead-day: ಶುಕ್ರವಾರ — [154, 37, 185, 49]
sidebar-headline-america: ಹೆರಿದ ಅಮೆರಿಕ — [235, 1541, 315, 1560]
dateline: ಮೈಸೂರು: — [17, 439, 53, 451]
dateline: ಮೈಸೂರು: — [338, 1274, 376, 1287]
dateline: ಕೋಲಾರ: — [338, 604, 375, 617]
lead-story — [338, 188, 1520, 511]
front-page-label-text: ಮೊದಲನೇ ಪುಟದಿಂದ... — [57, 976, 176, 993]
masthead-rule — [8, 101, 1519, 104]
dateline: ಮೈಸೂರು: — [17, 136, 53, 148]
left-sidebar — [8, 108, 324, 933]
story-text: ಡಾ.ಶಿವಕುಮಾರ ಸ್ವಾಮೀಜಿ ಅವರು ನಡೆದ್ದೊಂದಿಗೆ ಇಲ್ಲದಿದ್ದರೂ ಭಾವನಾತ್ಮಕವಾಗಿ ಜನಮಾನಸದಲ್ಲಿ ನಿತ್ಯ ಸಂಜೀವಿನಿ ಮಹಾನ್ ದಾರ್ಶನಿಕರಾಗಿ ಸಿದ್ದಗಂಗಾ ಶ್ರೀಗಳು ನೆಲೆಸಿದ್ದಾರೆ ಎಂದು ನಾಗಮಂಗಲ ತಾಲ್ಲೂಕು ಅಖಿಲ ಭಾರತ ವೀರಶೈವ ಲಿಂಗಾಯತ ಮಹಾಸಭಾ ಅಧ್ಯಕ್ಷರಾದ ಪರಮೇಶ್ ತಿಳಿಸಿದರು. ಪಟ್ಟಣದ ಅಖಿಲ ಭಾರತ ವೀರಶೈವ ಲಿಂಗಾಯತ ಮಹಾಸಭಾ ಕಚೇರಿಯಲ್ಲಿ ಸಿದ್ದಗಂಗಾ ಮಠದ ಲಿಂಗೈಕ್ಯ ಡಾ. ಶಿವಕುಮಾರ ಸ್ವಾಮೀಜಿ ಅವರ 118ನೇ ಜಯಂತ್ಯುತ್ಸವ ಭಾವಚಿತ್ರಕ್ಕೆ ಪುಷ್ಪ ನಮನ ಸಲ್ಲಿಸಿ ಮಾತನಾಡಿದರು. ಶ್ರೀಗಳು ಯಾವುದೇ ಜಾತಿ ಮತ ಧರ್ಮ ವರ್ಗ ಭೇದವಿಲ್ಲದೆ ಲಕ್ಷಾಂತರ ಮಕ್ಕಳಿಗೆ ಅನ್ನ, ಅಕ್ಷರ, ಆಶ್ರಯ ನೀಡುವ ಮೂಲಕ ತ್ರಿವಿಧ ದಾಸೋಹಿಗಳಾಗಿ ಖ್ಯಾತರಾದರು. ಸಿದ್ದಗಂಗಾ ಶ್ರೀಗಳು ನಡೆದಾಡುವ ದೇವರಾಗಿ ಭಕ್ತರ ಮನದಲ್ಲಿ ನೆಲೆಸಿದ್ದಾರೆ ಎಂದರು. ಈ ಸಂದರ್ಭದಲ್ಲಿ ಪ್ರಧಾನ ಕಾರ್ಯದರ್ಶಿ ನಿರಂಜನ, ಕಲ್ಪನಾ ಮಹೇಶ್, ಶಿವಕುಮಾರ್, ಹಾಗೂ ಸಮಾಜದ ಮುಖಂಡರು ಉಪಸ್ಥಿತರಿದ್ದರು. — [876, 1274, 1082, 1545]
babu-small-headline-1: ಡಾ. ಬಾಬು ಜಗಜೀವನರಾಂ — [599, 2079, 784, 2103]
page-number: 2 — [8, 0, 41, 58]
front-page-label — [8, 971, 324, 1000]
police-right-rule — [1127, 523, 1129, 1170]
siddaganga-headline-line1: ಜನಮಾನಸದ ನಿತ್ಯ ಸಂಜೀವಿನಿ ಮಹಾನ್ — [984, 1178, 1410, 1218]
siddaganga-headline-line2: ಯುಗ ಯೋಗಿ ಸಿದ್ದಗಂಗಾ ಶ್ರೀ — [1039, 1220, 1355, 1260]
masthead-date: 4.4.2025 — [154, 50, 206, 62]
dateline: ಚಿಕ್ಕಬಳ್ಳಾಪುರ: — [599, 2155, 649, 2168]
page-number-rule — [53, 8, 56, 53]
lead-headline: ಗೃಹಲಕ್ಷ್ಮೀ ಯೋಜನೆಯಿಂದ ಸಂತೃಪ್ತಗೊಂಡ ನಾರಿಯರು — [494, 111, 1364, 170]
sidebar-rule — [329, 108, 330, 1736]
babu-right-rule — [866, 1175, 867, 1735]
police-photo — [599, 605, 1117, 803]
siddaganga-photo — [1092, 1274, 1517, 1570]
story-text: ಜಿಲ್ಲಾಡಳಿತ, ಜಿಲ್ಲಾ ಪಂಚಾಯತ್, ಮೈಸೂರು ಮಹಾನಗರ ಪಾಲಿಕೆ ಹಾಗೂ ಸಮಾಜ ಕಲ್ಯಾಣ ಇಲಾಖೆ, ಮೈಸೂರು ಇವರ ಸಂಯುಕ್ತಾಶ್ರಯದಲ್ಲಿ ಹಸಿರು ಕ್ರಾಂತಿಯ ಹರಿಕಾರ, ಭಾರತದ ಮಾಜಿ ಉಪ ಪ್ರಧಾನಿ ಡಾ. ಬಾಬು ಜಗಜೀವನ್ ರಾಮ್ ರವರ 118ನೇ ಜನ್ಮ ದಿನಾಚರಣೆ ಕಾರ್ಯಕ್ರಮವನ್ನು ಏಪ್ರಿಲ್ 5 ರಂದು ಬೆಳಿಗ್ಗೆ 09.30 ಗಂಟೆಗೆ ಮೈಸೂರಿನ ಕಲಾಮಂದಿರದಲ್ಲಿ ಆಯೋಜಿಸಲಾಗಿದೆ. ನಗರದ 11 ಗಂಟೆಗೆ ಕರ್ನಾಟಕ ಕಲಾಮಂದಿರದಲ್ಲಿ ವೇದಿಕೆ ಕಾರ್ಯಕ್ರಮ ನಡೆಯಲಿದೆ. ಕಾರ್ಯಕ್ರಮವನ್ನು ಮುಖ್ಯ ಮಂತ್ರಿಗಳ ಕಾನೂನು ಸಲಹೆಗಾರರು ಹಾಗೂ ಶಾಸಕರು ಉದ್ಘಾಟಿಸಲಿದ್ದಾರೆ. ಜಿಲ್ಲಾ ಉಸ್ತುವಾರಿ ಸಚಿವರು ಅಧ್ಯಕ್ಷತೆ ವಹಿಸಲಿದ್ದಾರೆ. ಡಾ. ಬಾಬು ಜಗಜೀವನ್ ರಾಮ್ ಅವರ ಭಾವಚಿತ್ರ ಮೆರವಣಿಗೆಗೆ ಚಾಲನೆ ನೀಡಲಿದ್ದಾರೆ. ಮುಖ್ಯ ಭಾಷಣಕಾರರಾಗಿ ಪ್ರಾಧ್ಯಾಪಕರು ಭಾಗವಹಿಸಲಿದ್ದು, ಸಂಸದರು, ವಿಧಾನ ಪರಿಷತ್ ಸದಸ್ಯರು, ಶಾಸಕರು, ಮಹಾಪೌರರು ಹಾಗೂ ಜನಪ್ರತಿನಿಧಿಗಳು ಉಪಸ್ಥಿತರಿರಲಿದ್ದಾರೆ. ಚಾಮರಾಜ ವಿಧಾನಸಭಾ ಕ್ಷೇತ್ರದ ಶಾಸಕರು ಕೆ. ಹರೀಶ್ ಗೌಡ, ನರಸಿಂಹರಾಜ ವಿಧಾನಸಭಾ ಕ್ಷೇತ್ರದ ಶಾಸಕರಾದ ತನ್ವೀರ್ ಸೇಠ್, ಚಾಮುಂಡೇಶ್ವರಿ ವಿಧಾನಸಭಾ ಕ್ಷೇತ್ರದ ಶಾಸಕರಾದ ಜಿ.ಟಿ. ದೇವೇಗೌಡ, ಕೃಷ್ಣರಾಜ ವಿಧಾನಸಭಾ ಕ್ಷೇತ್ರದ ಶಾಸಕರಾದ ಟಿ.ಎಸ್. ಶ್ರೀವತ್ಸ ಹಾಗೂ ವಿಧಾನ ಪರಿಷತ್ ಸದಸ್ಯರು ಭಾಗವಹಿಸಲಿದ್ದಾರೆ ಎಂದು ಸಮಾಜ ಕಲ್ಯಾಣ ಇಲಾಖೆಯ ಜಂಟಿ ನಿರ್ದೇಶಕರು ತಿಳಿಸಿದ್ದಾರೆ. — [338, 1274, 856, 1432]
sidebar-story-missing — [9, 134, 323, 397]
lead-bottom-rule — [338, 516, 1520, 518]
babu-story — [338, 1272, 856, 1733]
story-text: ನಗರಸಭೆ ವ್ಯಾಪ್ತಿಗೆ ಒಳಪಡುವ ಸುಮಾರು 98 ಮಳಿಗೆಗಳ ಹರಾಜು ಪ್ರಕ್ರಿಯೆ ಇದೇ ಶನಿವಾರ ಬೆಳಿಗ್ಗೆ 11ಘಂಟೆಗೆ ನಗರಸಭೆ ಆವರಣದಲ್ಲಿ ನಡೆಯಲಿದ್ದು ಈ ಬಿಡ್‌ದಾರರು ಹರಾಜಿನಲ್ಲಿ ಭಾಗವಹಿಸಬಹುದು ಎಂದು ನಗರಸಭೆ ಅಧ್ಯಕ್ಷ ಎ. ಗಜೇಂದ್ರ ತಿಳಿಸಿದರು. ನಗರಸಭೆಯ ಅಧ್ಯಕ್ಷರ ಕಛೇರಿಯಲ್ಲಿ ಗುರುವಾರ ನಡೆದ ಸುದ್ದಿಗೋಷ್ಠಿಯಲ್ಲಿ ಮಾತನಾಡಿದ ಅವರು, 98 ಮಳಿಗೆಗಳ ಹರಾಜು ಪ್ರಕ್ರಿಯೆ ಮಾಸಿಕ ಬಾಡಿಗೆ ಕನಿಷ್ಠ 50 ಸಾವಿರ ಠೇವಣಿ ಹಣವನ್ನು ಪಾವತಿಸಿ ಹರಾಜು ಪ್ರಕ್ರಿಯೆಯಲ್ಲಿ ಭಾಗವಹಿಸಬಹುದು. ಜಿಲ್ಲೆಯಲ್ಲಿ ಅಭಿವೃದ್ಧಿ ಕಾರ್ಯಗಳನ್ನು ಕೈಗೊಳ್ಳಲು ಸಂಪನ್ಮೂಲ ಕ್ರೋಢೀಕರಣ ಅಗತ್ಯವಾಗಿದೆ. ನಗರಸಭೆ ಆದಾಯ ಹೆಚ್ಚಿಸುವ ನಿಟ್ಟಿನಲ್ಲಿ ಎಲ್ಲಾ ಸದಸ್ಯರ ಸಹಕಾರದಿಂದ ಈ ತೀರ್ಮಾನ ಕೈಗೊಳ್ಳಲಾಗಿದೆ. ಹರಾಜು ಪ್ರಕ್ರಿಯೆ ಪಾರದರ್ಶಕವಾಗಿ ನಡೆಯಲಿದ್ದು ಯಾವುದೇ ಕಾರಣಕ್ಕೂ ಗೊಂದಲಕ್ಕೆ ಅವಕಾಶವಿಲ್ಲ. ಯಾವುದೇ ಕಾರಣಕ್ಕೂ ಗೊಂದಲಕ್ಕೆ ಒಳಗಾಗದೆ ಹರಾಜು ಪ್ರಕ್ರಿಯೆಯಲ್ಲಿ ಭಾಗವಹಿಸಬೇಕೆಂದು ಮನವಿ ಮಾಡಿದರು. ಈ ಸಂದರ್ಭದಲ್ಲಿ ಪೌರಾಯುಕ್ತರು, ಉಪಾಧ್ಯಕ್ಷರು ಹಾಗೂ ನಗರಸಭಾ ಸದಸ್ಯರು ಉಪಸ್ಥಿತರಿದ್ದರು. — [8, 1826, 287, 2050]
sidebar-headline-missing: ಕಾಣೆಯಾದ ವ್ಯಕ್ತಿ ಪತ್ತೆಗೆ ಮನವಿ — [152, 112, 315, 131]
arogya-photo — [894, 2148, 1519, 2401]
sidebar-story-cm: ಈ ಯೋಜನೆಗಳು ರಾಜ್ಯದ ಜನರ ಕಲ್ಯಾಣಕ್ಕಾಗಿ ರೂಪಿಸಲಾಗಿದ್ದು, ಕೇಂದ್ರ ಸರ್ಕಾರ ಸೂಕ್ತ ಅನುದಾನ ಬಿಡುಗಡೆ ಮಾಡಬೇಕೆಂದು ಮುಖ್ಯಮಂತ್ರಿಗಳು ಮನವಿ ಮಾಡಿದರು. ರಾಜ್ಯದ ಹಿತಾಸಕ್ತಿ ಕಾಪಾಡುವಲ್ಲಿ ಎಲ್ಲರೂ ಕೈಜೋಡಿಸಬೇಕು ಎಂದು ಹೇಳಿದರು. — [17, 1248, 315, 1291]
box-line-1: ನಗರಸಭೆ — [8, 2198, 69, 2222]
rasamanjari-photo — [1137, 937, 1517, 1168]
sidebar-story-america: ವಿಯೆಟ್ನಾಂ ಮೇಲೆ 46%, ಕಾಂಬೋಡಿಯಾ 49%, ಚೀನಾ ಮೇಲೆ 34% ತೆರಿಗೆ ವಿಧಿಸಲಾಗಿದೆ. ಭಾರತ, ಚೀನಾ ಸೇರಿದಂತೆ ಹಲವು ದೇಶಗಳ ಮೇಲೆ ಪ್ರತಿಸುಂಕ ವಿಧಿಸುವುದಾಗಿ ಅಮೆರಿಕ ಅಧ್ಯಕ್ಷ ಡೊನಾಲ್ಡ್ ಟ್ರಂಪ್ ಘೋಷಣೆ ಮಾಡಿದ್ದಾರೆ. — [17, 1565, 315, 1608]
